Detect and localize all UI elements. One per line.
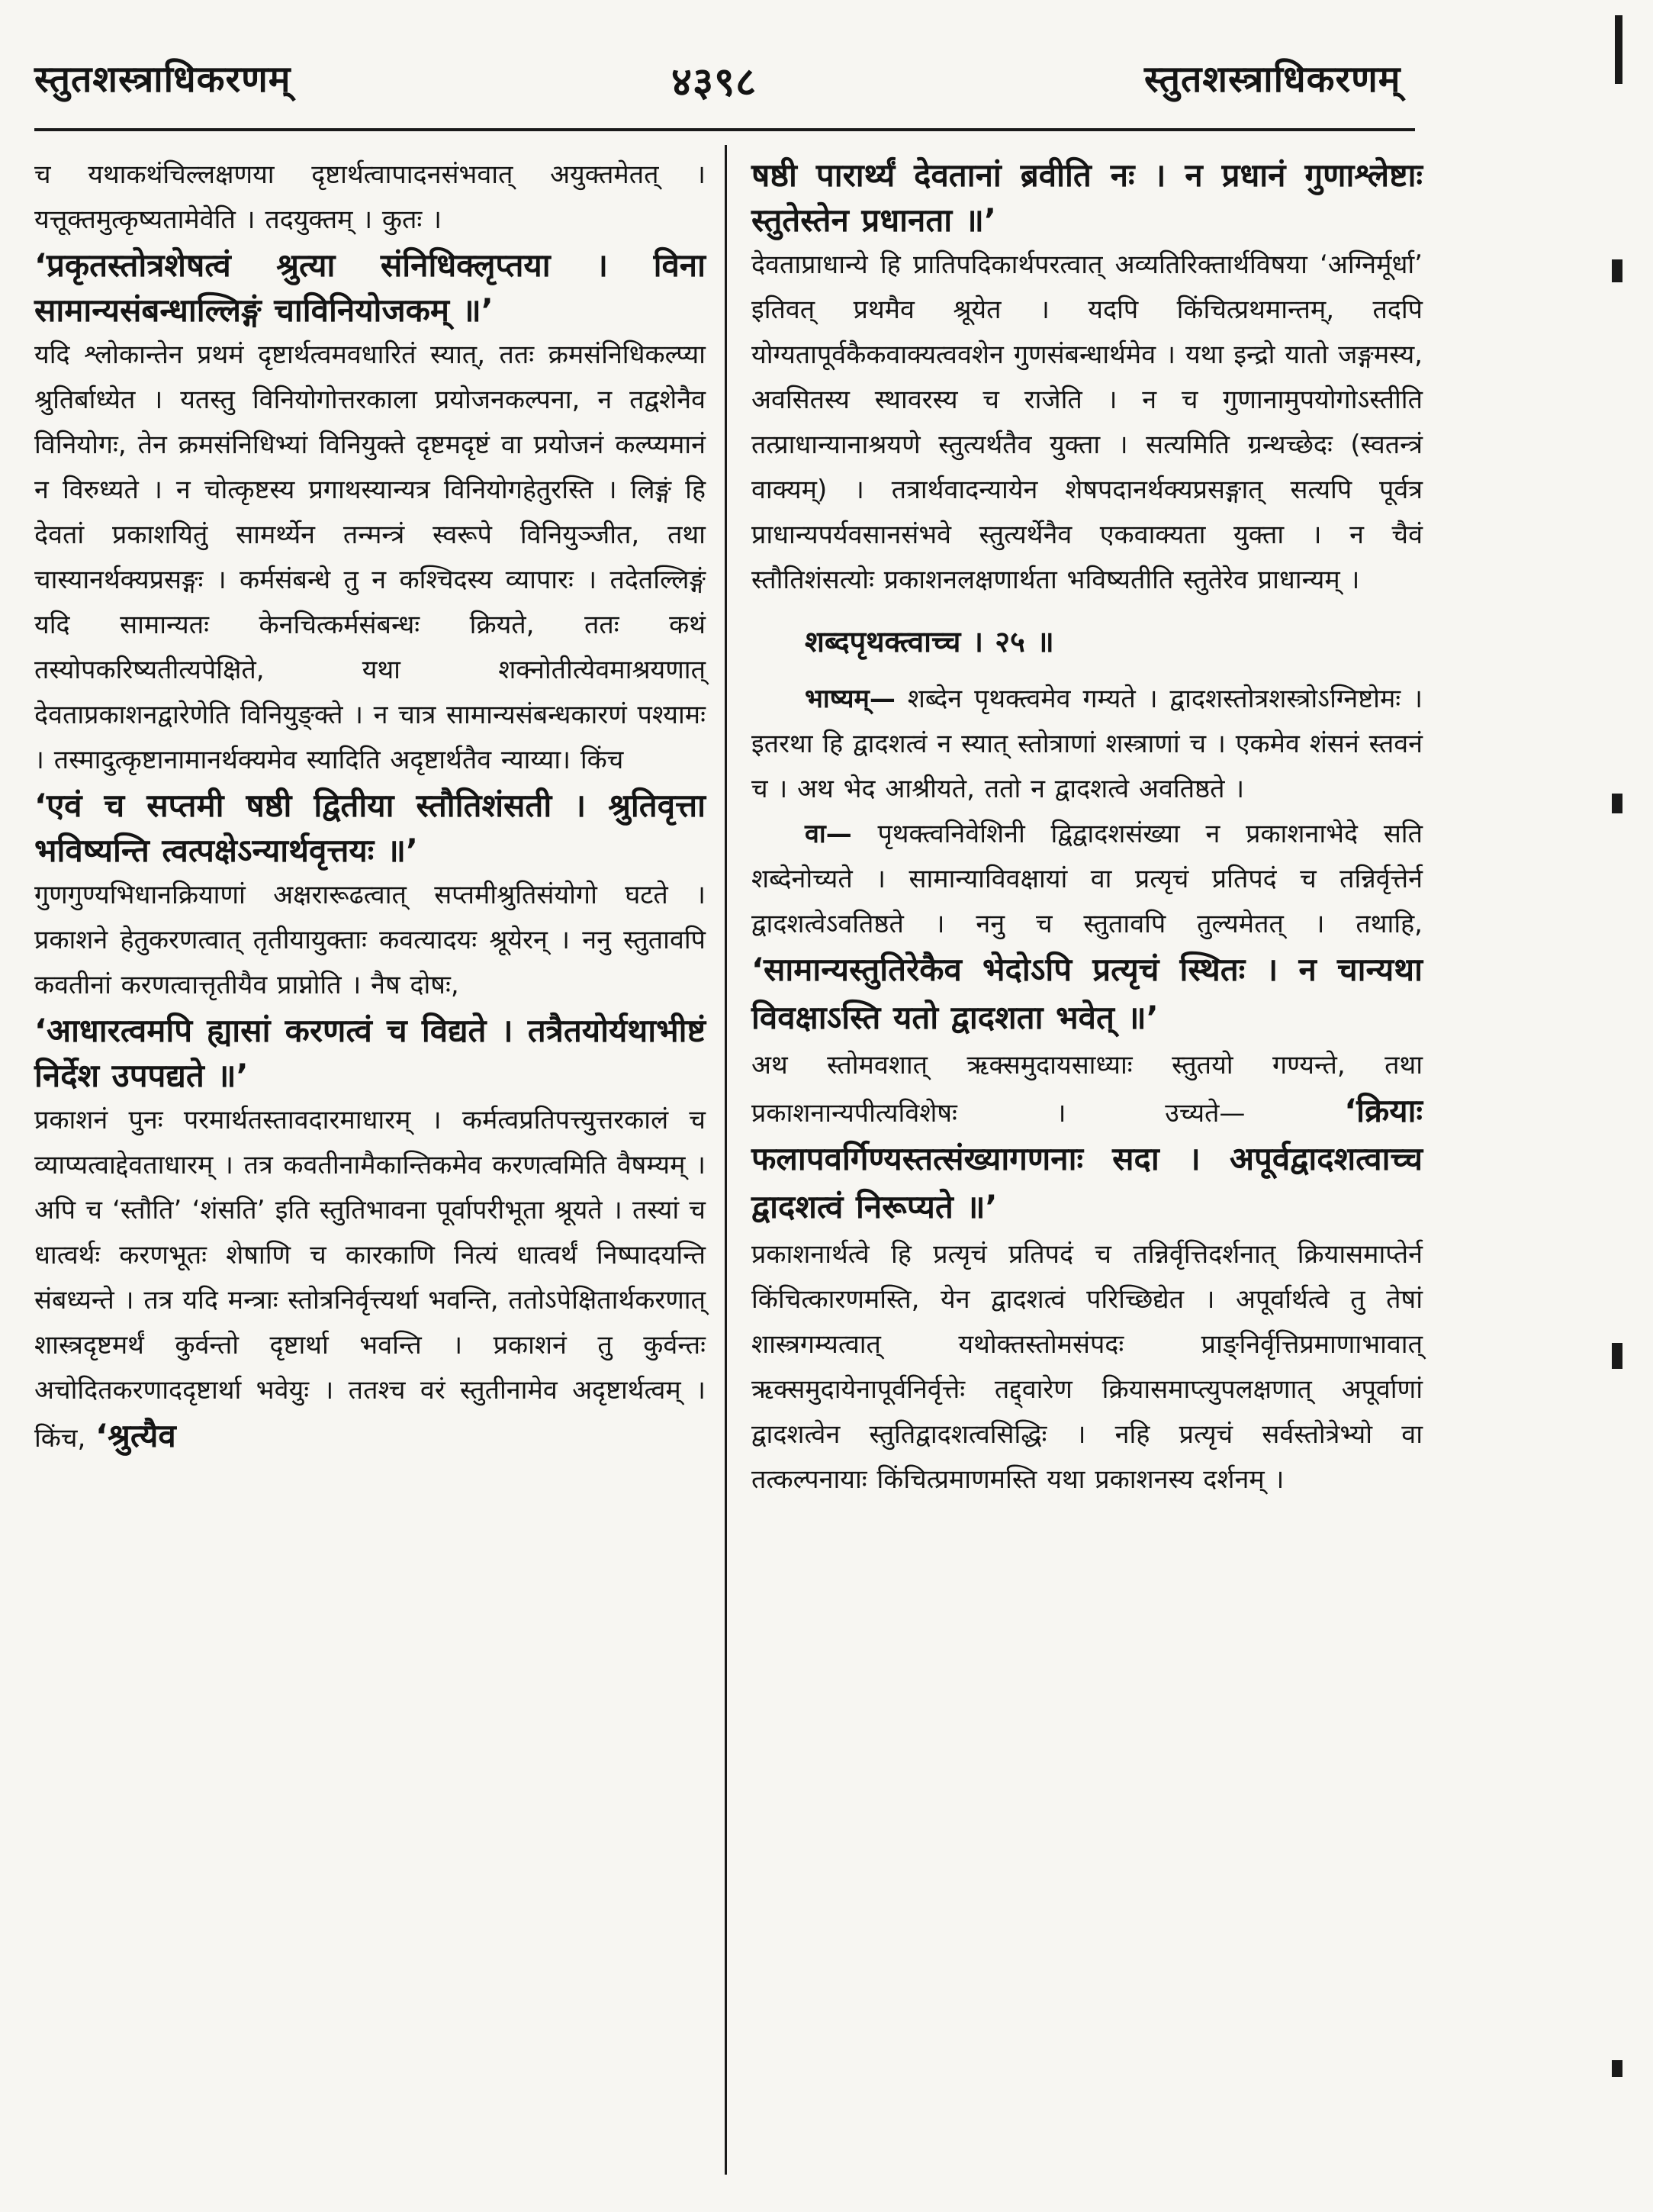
left-verse-2: ‘एवं च सप्तमी षष्ठी द्वितीया स्तौतिशंसती । श्रुतिवृत्ता भविष्यन्ति त्वत्पक्षेऽन्यार्थवृत्तयः ॥’ [34,787,706,869]
running-head-right: स्तुतशस्त्राधिकरणम् [1144,58,1401,101]
vartika-text: पृथक्त्वनिवेशिनी द्विद्वादशसंख्या न प्रकाशनाभेदे सति शब्देनोच्यते । सामान्याविवक्षायां वा प्रत्यृचं प्रतिपदं च तन्निर्वृत्तेर्न द्वादशत्वेऽवतिष्ठते । ननु च स्तुतावपि तुल्यमेतत् । तथाहि, [751,819,1423,939]
page-number: ४३९८ [671,60,757,105]
right-paragraph-3: प्रकाशनार्थत्वे हि प्रत्यृचं प्रतिपदं च तन्निर्वृत्तिदर्शनात् क्रियासमाप्तेर्न किंचित्कारणमस्ति, येन द्वादशत्वं परिच्छिद्येत । अपूर्वार्थत्वे तु तेषां शास्त्रगम्यत्वात् यथोक्तस्तोमसंपदः प्राङ्निर्वृत्तिप्रमाणाभावात् ऋक्समुदायेनापूर्वनिर्वृत्तेः तद्द्वारेण क्रियासमाप्त्युपलक्षणात् अपूर्वाणां द्वादशत्वेन स्तुतिद्वादशत्वसिद्धिः । नहि प्रत्यृचं सर्वस्तोत्रेभ्यो वा तत्कल्पनायाः किंचित्प्रमाणमस्ति यथा प्रकाशनस्य दर्शनम् । [751,1239,1423,1495]
left-paragraph-4 [34,1098,706,1461]
bhashya-text: शब्देन पृथक्त्वमेव गम्यते । द्वादशस्तोत्रशस्त्रोऽग्निष्टोमः । इतरथा हि द्वादशत्वं न स्यात् स्तोत्राणां शस्त्राणां च । एकमेव शंसनं स्तवनं च । अथ भेद आश्रीयते, ततो न द्वादशत्वे अवतिष्ठते । [751,684,1423,804]
vartika-label: वा— [805,819,852,849]
left-paragraph-1: च यथाकथंचिल्लक्षणया दृष्टार्थत्वापादनसंभवात् अयुक्तमेतत् । यत्तूक्तमुत्कृष्यतामेवेति । तदयुक्तम् । कुतः । [34,159,706,235]
sutra-heading: शब्दपृथक्त्वाच्च । २५ ॥ [805,625,1054,658]
scan-edge-mark [1612,1343,1622,1369]
left-verse-4-start: ‘श्रुत्यैव [95,1417,176,1454]
right-verse-5: ‘सामान्यस्तुतिरेकैव भेदोऽपि प्रत्यृचं स्थितः । न चान्यथा विवक्षाऽस्ति यतो द्वादशता भवेत् ॥’ [751,951,1423,1036]
left-verse-1: ‘प्रकृतस्तोत्रशेषत्वं श्रुत्या संनिधिक्लृप्तया । विना सामान्यसंबन्धाल्लिङ्गं चाविनियोजकम् ॥’ [34,246,706,329]
left-column [34,153,706,1461]
scan-edge-mark [1612,259,1622,282]
right-paragraph-2 [751,1043,1423,1232]
running-head-left: स्तुतशस्त्राधिकरणम् [34,58,291,101]
right-verse-6: ‘क्रियाः फलापवर्गिण्यस्तत्संख्यागणनाः सदा । अपूर्वद्वादशत्वाच्च द्वादशत्वं निरूप्यते ॥’ [751,1092,1423,1225]
bhashya-paragraph [751,677,1423,812]
scan-edge-mark [1612,2060,1622,2077]
right-paragraph-2-text: अथ स्तोमवशात् ऋक्समुदायसाध्याः स्तुतयो गण्यन्ते, तथा प्रकाशनान्यपीत्यविशेषः । उच्यते— [751,1050,1423,1129]
right-paragraph-1: देवताप्राधान्ये हि प्रातिपदिकार्थपरत्वात् अव्यतिरिक्तार्थविषया ‘अग्निर्मूर्धा’ इतिवत् प्रथमैव श्रूयेत । यदपि किंचित्प्रथमान्तम्, तदपि योग्यतापूर्वकैकवाक्यत्ववशेन गुणसंबन्धार्थमेव । यथा इन्द्रो यातो जङ्गमस्य, अवसितस्य स्थावरस्य च राजेति । न च गुणानामुपयोगोऽस्तीति तत्प्राधान्यानाश्रयणे स्तुत्यर्थतैव युक्ता । सत्यमिति ग्रन्थच्छेदः (स्वतन्त्रं वाक्यम्) । तत्रार्थवादन्यायेन शेषपदानर्थक्यप्रसङ्गात् सत्यपि पूर्वत्र प्राधान्यपर्यवसानसंभवे स्तुत्यर्थेनैव एकवाक्यता युक्ता । न चैवं स्तौतिशंसत्योः प्रकाशनलक्षणार्थता भविष्यतीति स्तुतेरेव प्राधान्यम् । [751,250,1423,595]
right-verse-4-end: षष्ठी पारार्थ्यं देवतानां ब्रवीति नः । न प्रधानं गुणाश्लेष्टाः स्तुतेस्तेन प्रधानता ॥’ [751,156,1423,239]
vartika-paragraph [751,812,1423,1043]
left-verse-3: ‘आधारत्वमपि ह्यासां करणत्वं च विद्यते । तत्रैतयोर्यथाभीष्टं निर्देश उपपद्यते ॥’ [34,1012,706,1094]
scan-edge-mark [1612,794,1622,813]
left-paragraph-2: यदि श्लोकान्तेन प्रथमं दृष्टार्थत्वमवधारितं स्यात्, ततः क्रमसंनिधिकल्प्या श्रुतिर्बाध्येत । यतस्तु विनियोगोत्तरकाला प्रयोजनकल्पना, न तद्वशेनैव विनियोगः, तेन क्रमसंनिधिभ्यां विनियुक्ते दृष्टमदृष्टं वा प्रयोजनं कल्प्यमानं न विरुध्यते । न चोत्कृष्टस्य प्रगाथस्यान्यत्र विनियोगहेतुरस्ति । लिङ्गं हि देवतां प्रकाशयितुं सामर्थ्येन तन्मन्त्रं स्वरूपे विनियुञ्जीत, तथा चास्यानर्थक्यप्रसङ्गः । कर्मसंबन्धे तु न कश्चिदस्य व्यापारः । तदेतल्लिङ्गं यदि सामान्यतः केनचित्कर्मसंबन्धः क्रियते, ततः कथं तस्योपकरिष्यतीत्यपेक्षिते, यथा शक्नोतीत्येवमाश्रयणात् देवताप्रकाशनद्वारेणेति विनियुङ्क्ते । न चात्र सामान्यसंबन्धकारणं पश्यामः । तस्मादुत्कृष्टानामानर्थक्यमेव स्यादिति अदृष्टार्थतैव न्याय्या। किंच [34,340,706,775]
left-paragraph-4-text: प्रकाशनं पुनः परमार्थतस्तावदारमाधारम् । कर्मत्वप्रतिपत्त्युत्तरकालं च व्याप्यत्वाद्देवताधारम् । तत्र कवतीनामैकान्तिकमेव करणत्वमिति वैषम्यम् । अपि च ‘स्तौति’ ‘शंसति’ इति स्तुतिभावना पूर्वापरीभूता श्रूयते । तस्यां च धात्वर्थः करणभूतः शेषाणि च कारकाणि नित्यं धात्वर्थं निष्पादयन्ति संबध्यन्ते । तत्र यदि मन्त्राः स्तोत्रनिर्वृत्त्यर्था भवन्ति, ततोऽपेक्षितार्थकरणात् शास्त्रदृष्टमर्थं कुर्वन्तो दृष्टार्था भवन्ति । प्रकाशनं तु कुर्वन्तः अचोदितकरणाददृष्टार्था भवेयुः । ततश्च वरं स्तुतीनामेव अदृष्टार्थत्वम् । किंच, [34,1105,706,1454]
left-paragraph-3: गुणगुण्यभिधानक्रियाणां अक्षरारूढत्वात् सप्तमीश्रुतिसंयोगो घटते । प्रकाशने हेतुकरणत्वात् तृतीयायुक्ताः कवत्यादयः श्रूयेरन् । ननु स्तुतावपि कवतीनां करणत्वात्तृतीयैव प्राप्नोति । नैष दोषः, [34,880,706,1000]
header-rule [34,128,1415,131]
column-divider [725,145,727,2175]
scan-edge-mark [1615,15,1622,84]
bhashya-label: भाष्यम्— [805,684,896,714]
right-column [751,153,1423,1502]
